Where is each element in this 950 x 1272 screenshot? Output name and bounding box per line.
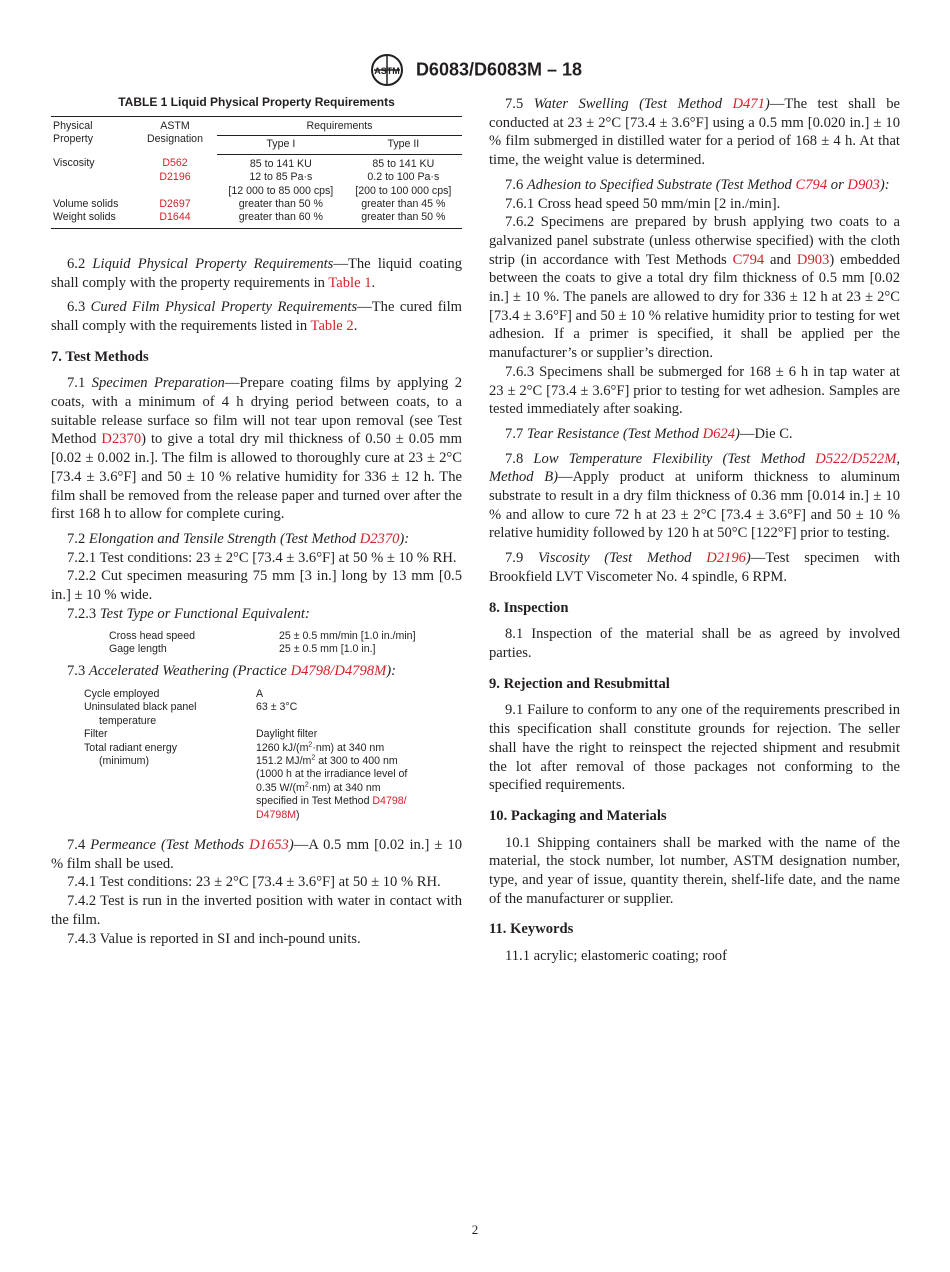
para-7-8: 7.8 Low Temperature Flexibility (Test Method D522/D522M, Method B)—Apply product at uniform thickness to aluminum substrate to result in a dry film thickness of 0.36 mm [0.014 in.] ± 10 % and allow to cure 72 h at 23 ± 2°C [73.4 ± 3.6°F] and 50 ± 10 % relative humidity followed by 120 h at 50°C [122°F] prior to testing. xyxy=(489,450,901,542)
param-row: temperature xyxy=(99,714,157,727)
table-row: Weight solids D1644 greater than 60 % greater than 50 % xyxy=(51,211,462,228)
para-7-2-1: 7.2.1 Test conditions: 23 ± 2°C [73.4 ± 3.6°F] at 50 % ± 10 % RH. xyxy=(67,549,457,566)
section-heading-11: 11. Keywords xyxy=(489,921,574,938)
tensile-params-table xyxy=(51,630,462,657)
param-row: (minimum) 151.2 $MJ/m^2$ at 300 to 400 nm xyxy=(99,754,398,768)
para-7-6: 7.6 Adhesion to Specified Substrate (Test Method C794 or D903): xyxy=(505,176,890,193)
para-7-7: 7.7 Tear Resistance (Test Method D624)—Die C. xyxy=(505,425,793,442)
para-10-1: 10.1 Shipping containers shall be marked with the name of the material, the stock number, lot number, ASTM designation number, type, and year of issue, quantity therein, shelf-life date, and the name of the manufacturer or supplier. xyxy=(489,834,900,907)
c794-link[interactable]: C794 xyxy=(732,251,765,268)
c794-link[interactable]: C794 xyxy=(795,176,828,193)
astm-link[interactable]: D2697 xyxy=(159,198,191,211)
table-row: Volume solids D2697 greater than 50 % greater than 45 % xyxy=(53,198,446,211)
para-7-5: 7.5 Water Swelling (Test Method D471)—The test shall be conducted at 23 ± 2°C [73.4 ± 3.6°F] using a 0.5 mm [0.020 in.] ± 10 % film submerged in distilled water for a period of 168 ± 4 h. At that time, the weight value is determined. xyxy=(489,96,900,169)
para-7-1: 7.1 Specimen Preparation—Prepare coating films by applying 2 coats, with a minimum of 4 h drying period between coats, to a suitable release surface so film will not tear upon removal (see Test Method D2370) to give a total dry mil thickness of 0.50 ± 0.05 mm [0.02 ± 0.002 in.]. The film is allowed to thoroughly cure at 23 ± 2°C [73.4 ± 3.6°F] and 50 ± 10 % relative humidity for 336 ± 12 h. The film shall be removed from the release paper and turned over after the first 168 h to allow for complete curing. xyxy=(51,375,462,523)
d2370-link[interactable]: D2370 xyxy=(101,431,142,448)
param-row: D4798M) xyxy=(256,808,300,821)
para-7-6-3: 7.6.3 Specimens shall be submerged for 168 ± 6 h in tap water at 23 ± 2°C [73.4 ± 3.6°F] prior to testing for wet adhesion. Samples are tested immediately after soaking. xyxy=(489,363,900,418)
weathering-params-table xyxy=(51,688,462,822)
page-number: 2 xyxy=(471,1222,479,1237)
param-row: (1000 h at the irradiance level of xyxy=(256,768,408,781)
para-7-4-1: 7.4.1 Test conditions: 23 ± 2°C [73.4 ± 3.6°F] at 50 ± 10 % RH. xyxy=(67,874,441,891)
d903-link[interactable]: D903 xyxy=(796,251,830,268)
astm-logo xyxy=(368,53,406,87)
para-7-4-3: 7.4.3 Value is reported in SI and inch-pound units. xyxy=(67,930,361,947)
param-row: Filter Daylight filter xyxy=(84,728,318,741)
col-header-astm: ASTM Designation xyxy=(133,117,217,155)
d2196-link[interactable]: D2196 xyxy=(706,550,746,567)
section-heading-9: 9. Rejection and Resubmittal xyxy=(489,675,670,692)
right-column xyxy=(489,95,900,966)
d1653-link[interactable]: D1653 xyxy=(249,837,289,854)
d4798m-link[interactable]: D4798M xyxy=(256,808,297,821)
para-7-6-1: 7.6.1 Cross head speed 50 mm/min [2 in./min]. xyxy=(505,195,781,212)
table1-link[interactable]: Table 1 xyxy=(328,274,372,291)
table1-liquid-properties xyxy=(51,116,462,229)
d2370-link[interactable]: D2370 xyxy=(359,530,400,547)
logo-text: ASTM xyxy=(374,66,400,76)
para-6-3: 6.3 Cured Film Physical Property Requirements—The cured film shall comply with the requirements listed in Table 2. xyxy=(51,299,463,334)
table1-caption: TABLE 1 Liquid Physical Property Requirements xyxy=(118,95,395,109)
col-header-type2: Type II xyxy=(345,136,462,154)
section-heading-7: 7. Test Methods xyxy=(51,348,149,365)
col-header-property: Physical Property xyxy=(51,117,133,155)
para-11-1: 11.1 acrylic; elastomeric coating; roof xyxy=(505,948,727,965)
col-header-requirements: Requirements xyxy=(217,117,462,136)
astm-link[interactable]: D2196 xyxy=(159,171,191,184)
astm-link[interactable]: D562 xyxy=(162,157,188,170)
d522-link[interactable]: D522/D522M xyxy=(815,450,897,467)
document-designation: D6083/D6083M – 18 xyxy=(415,59,583,80)
para-8-1: 8.1 Inspection of the material shall be as agreed by involved parties. xyxy=(489,626,900,661)
section-heading-8: 8. Inspection xyxy=(489,599,569,616)
param-row: Cycle employed A xyxy=(84,688,264,701)
param-row: Total radiant energy 1260 $kJ/(m^2\cdot nm)$ at 340 nm xyxy=(84,741,385,754)
param-row: specified in Test Method D4798/ xyxy=(256,795,407,808)
left-column xyxy=(51,95,462,948)
d624-link[interactable]: D624 xyxy=(702,425,735,442)
para-7-6-2: 7.6.2 Specimens are prepared by brush applying two coats to a galvanized panel substrate (unless otherwise specified) with the cloth strip (in accordance with Test Methods C794 and D903) embedded between the coats to give a total dry film thickness of 0.5 mm [0.02 in.] ± 10 %. The panels are allowed to dry for 336 ± 12 h at 23 ± 2°C [73.4 ± 3.6°F] and 50 ± 10 % relative humidity prior to testing for wet adhesion. If a primer is specified, it shall be applied per the manufacturer’s or supplier’s direction. xyxy=(489,214,900,362)
page-header xyxy=(0,53,950,87)
section-heading-10: 10. Packaging and Materials xyxy=(489,807,667,824)
param-row: Gage length 25 ± 0.5 mm [1.0 in.] xyxy=(109,642,376,655)
para-7-2: 7.2 Elongation and Tensile Strength (Test Method D2370): xyxy=(67,530,410,547)
param-row: Cross head speed 25 ± 0.5 mm/min [1.0 in./min] xyxy=(109,629,416,642)
table2-link[interactable]: Table 2 xyxy=(310,317,354,334)
table-row: D2196 12 to 85 Pa·s 0.2 to 100 Pa·s xyxy=(51,171,462,184)
para-7-4: 7.4 Permeance (Test Methods D1653)—A 0.5 mm [0.02 in.] ± 10 % film shall be used. xyxy=(51,837,463,872)
para-7-4-2: 7.4.2 Test is run in the inverted position with water in contact with the film. xyxy=(51,893,462,928)
para-7-2-3: 7.2.3 Test Type or Functional Equivalent: xyxy=(67,605,310,622)
table-row: [12 000 to 85 000 cps] [200 to 100 000 cps] xyxy=(228,184,452,197)
d903-link[interactable]: D903 xyxy=(847,176,880,193)
d4798-link[interactable]: D4798/ xyxy=(372,795,407,808)
d4798-link[interactable]: D4798/D4798M xyxy=(290,663,387,680)
astm-link[interactable]: D1644 xyxy=(133,211,217,228)
para-9-1: 9.1 Failure to conform to any one of the requirements prescribed in this specification shall constitute grounds for rejection. The seller shall have the right to reinspect the rejected shipment and resubmit the lot after removal of those packages not conforming to the specified requirements. xyxy=(489,702,900,794)
para-7-9: 7.9 Viscosity (Test Method D2196)—Test specimen with Brookfield LVT Viscometer No. 4 spindle, 6 RPM. xyxy=(489,550,901,585)
param-row: Uninsulated black panel 63 ± 3°C xyxy=(84,701,298,714)
col-header-type1: Type I xyxy=(217,136,345,154)
para-7-3: 7.3 Accelerated Weathering (Practice D4798/D4798M): xyxy=(67,663,396,680)
table-row: Viscosity D562 85 to 141 KU 85 to 141 KU xyxy=(51,154,462,171)
para-7-2-2: 7.2.2 Cut specimen measuring 75 mm [3 in.] long by 13 mm [0.5 in.] ± 10 % wide. xyxy=(51,568,462,604)
para-6-2: 6.2 Liquid Physical Property Requirements—The liquid coating shall comply with the property requirements in Table 1. xyxy=(51,255,462,291)
d471-link[interactable]: D471 xyxy=(732,96,765,112)
param-row: 0.35 $W/(m^2\cdot nm)$ at 340 nm xyxy=(256,781,381,794)
